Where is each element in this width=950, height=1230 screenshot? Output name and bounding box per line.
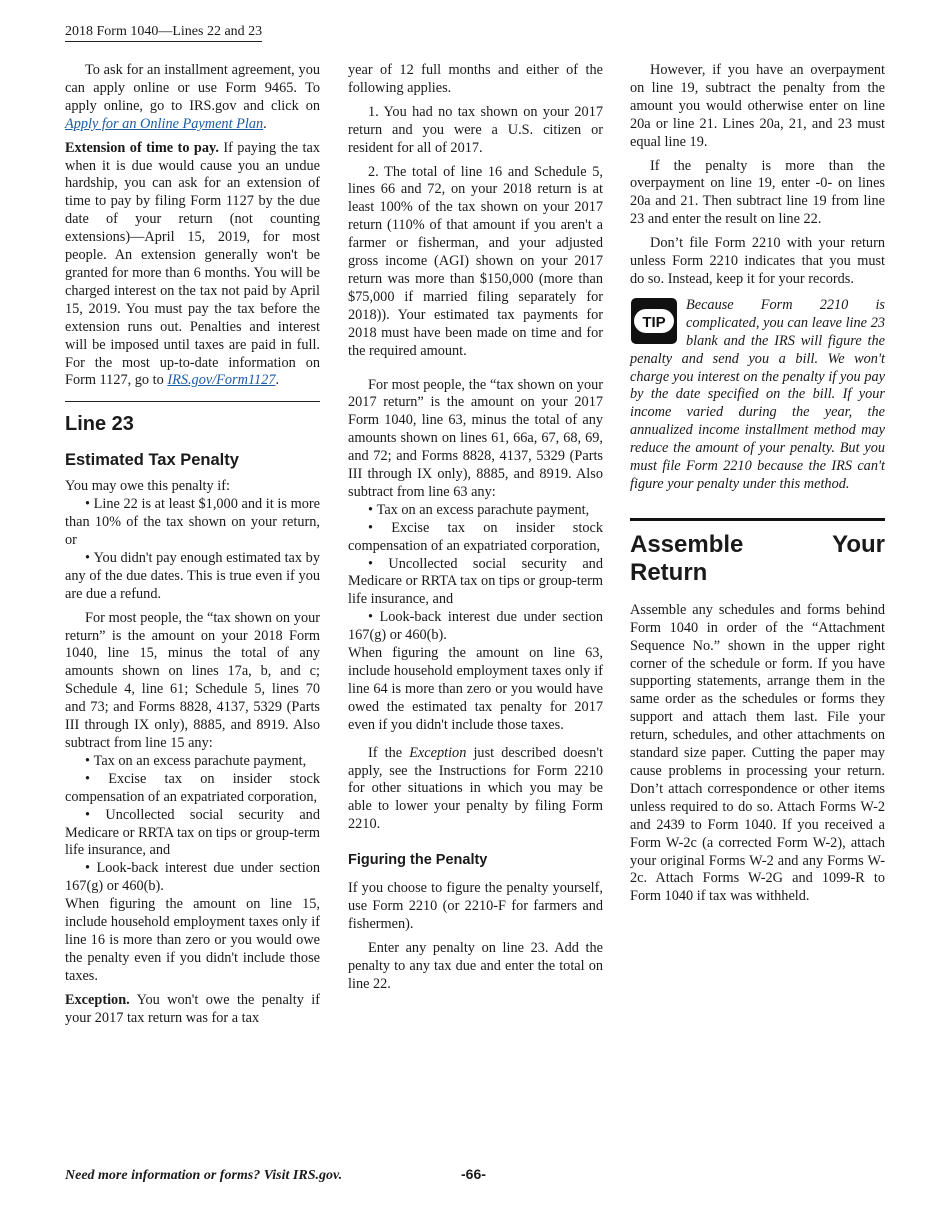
running-head: 2018 Form 1040—Lines 22 and 23 [65, 24, 262, 42]
list-item: • Look-back interest due under section 167(g) or 460(b). [348, 609, 603, 644]
section-divider [65, 401, 320, 402]
continuation-paragraph: year of 12 full months and either of the following applies. [348, 62, 603, 96]
installment-paragraph: To ask for an installment agreement, you can apply online or use Form 9465. To apply online, go to IRS.gov and click on Apply for an Online Payment Plan. [65, 62, 320, 132]
exception-item-2: 2. The total of line 16 and Schedule 5, lines 66 and 72, on your 2018 return is at least 100% of the tax shown on your 2017 return (110% of that amount if you aren't a farmer or fisherman, and your adjusted gross income (AGI) shown on your 2017 return was more than $150,000 (more than $75,000 if married filing separately for 2018)). Your estimated tax payments for 2018 must have been made on time and for the required amount. [348, 163, 603, 359]
list-item: • Tax on an excess parachute payment, [368, 501, 590, 518]
penalty-intro: You may owe this penalty if: [65, 478, 230, 495]
form1127-link[interactable]: IRS.gov/Form1127 [167, 372, 276, 389]
dont-file-paragraph: Don’t file Form 2210 with your return unless Form 2210 indicates that you must do so. Instead, keep it for your records. [630, 235, 885, 287]
enter-penalty-paragraph: Enter any penalty on line 23. Add the penalty to any tax due and enter the total on line 22. [348, 939, 603, 992]
exception-not-apply-paragraph: If the Exception just described doesn't apply, see the Instructions for Form 2210 for other situations in which you may be able to lower your penalty by filing Form 2210. [348, 744, 603, 833]
figuring-penalty-heading: Figuring the Penalty [348, 852, 488, 869]
overpayment-paragraph: However, if you have an overpayment on line 19, subtract the penalty from the amount you would otherwise enter on line 20a or line 21. Lines 20a, 21, and 23 must equal line 19. [630, 62, 885, 150]
list-item: • Excise tax on insider stock compensation of an expatriated corporation, [348, 519, 603, 554]
column-3 [630, 62, 885, 912]
tip-icon [630, 297, 678, 345]
list-item: • Excise tax on insider stock compensation of an expatriated corporation, [65, 770, 320, 805]
household-paragraph: When figuring the amount on line 15, include household employment taxes only if line 16 is more than zero or you would owe the penalty even if you didn't include those taxes. [65, 896, 320, 984]
list-item: • Tax on an excess parachute payment, [85, 752, 307, 769]
figure-penalty-paragraph: If you choose to figure the penalty yourself, use Form 2210 (or 2210-F for farmers and fishermen). [348, 880, 603, 932]
page-number: -66- [461, 1166, 486, 1182]
tip-text: Because Form 2210 is complicated, you can leave line 23 blank and the IRS will figure the penalty and send you a bill. We won't charge you interest on the penalty if you pay by the date specified on the bill. If your income varied during the year, the annualized income installment method may reduce the amount of your penalty. But you must file Form 2210 because the IRS can't figure your penalty under this method. [630, 296, 885, 492]
tip-label: TIP [642, 313, 666, 331]
column-2 [348, 62, 603, 1000]
section-divider-thick [630, 518, 885, 521]
household-2017-paragraph: When figuring the amount on line 63, include household employment taxes only if line 64 is more than zero or you would have owed the estimated tax penalty for 2017 even if you didn't include those taxes. [348, 645, 603, 733]
online-payment-plan-link[interactable]: Apply for an Online Payment Plan [65, 115, 264, 132]
assemble-paragraph: Assemble any schedules and forms behind Form 1040 in order of the “Attachment Sequence No.” shown in the upper right corner of the schedule or form. If you have supporting statements, arrange them in the same order as the schedules or forms they support and attach them last. File your return, schedules, and other attachments on standard size paper. Cutting the paper may cause problems in processing your return. Don’t attach correspondence or other items unless required to do so. Attach Forms W-2 and 2439 to Form 1040. If you received a Form W-2c (a corrected Form W-2), attach your original Forms W-2 and any Forms W-2c. Attach Forms W-2G and 1099-R to Form 1040 if tax was withheld. [630, 601, 885, 905]
penalty-exceeds-paragraph: If the penalty is more than the overpayment on line 19, enter -0- on lines 20a and 21. Then subtract line 19 from line 23 and enter the result on line 22. [630, 157, 885, 228]
exception-paragraph: Exception. You won't owe the penalty if your 2017 tax return was for a tax [65, 991, 320, 1026]
assemble-return-heading: Assemble Your Return [630, 530, 885, 586]
footer-irs-note: Need more information or forms? Visit IRS.gov. [65, 1168, 343, 1183]
exception-item-1: 1. You had no tax shown on your 2017 return and you were a U.S. citizen or resident for all of 2017. [348, 103, 603, 156]
line-23-heading: Line 23 [65, 413, 134, 436]
tax-shown-paragraph: For most people, the “tax shown on your return” is the amount on your 2018 Form 1040, line 15, minus the total of any amounts shown on lines 17a, b, and c; Schedule 4, line 61; Schedule 5, lines 70 and 73; and Forms 8828, 4137, 5329 (Parts III through IX only), 8885, and 8919. Also subtract from line 15 any: [65, 609, 320, 751]
tip-box [630, 297, 885, 494]
list-item: • Line 22 is at least $1,000 and it is more than 10% of the tax shown on your return, or [65, 496, 320, 549]
list-item: • Look-back interest due under section 167(g) or 460(b). [65, 860, 320, 895]
tax-shown-2017-paragraph: For most people, the “tax shown on your 2017 return” is the amount on your 2017 Form 1040, line 63, minus the total of any amounts shown on lines 61, 66a, 67, 68, 69, and 72; and Forms 8828, 4137, 5329 (Parts III through IX only), 8885, and 8919. Also subtract from line 63 any: [348, 376, 603, 500]
column-1 [65, 62, 320, 1034]
estimated-tax-penalty-heading: Estimated Tax Penalty [65, 451, 239, 470]
extension-paragraph: Extension of time to pay. If paying the tax when it is due would cause you an undue hardship, you can ask for an extension of time to pay by filing Form 1127 by the due date of your return (not counting extensions)—April 15, 2019, for most people. An extension generally won't be granted for more than 6 months. You will be charged interest on the tax not paid by April 15, 2019. You must pay the tax before the extension runs out. Penalties and interest will be imposed until taxes are paid in full. For the most up-to-date information on Form 1127, go to IRS.gov/Form1127. [65, 139, 320, 389]
list-item: • Uncollected social security and Medicare or RRTA tax on tips or group-term life insurance, and [348, 555, 603, 608]
list-item: • You didn't pay enough estimated tax by any of the due dates. This is true even if you are due a refund. [65, 549, 320, 602]
list-item: • Uncollected social security and Medicare or RRTA tax on tips or group-term life insurance, and [65, 806, 320, 859]
exception-lead: Exception. [65, 991, 130, 1008]
extension-lead: Extension of time to pay. [65, 139, 219, 156]
